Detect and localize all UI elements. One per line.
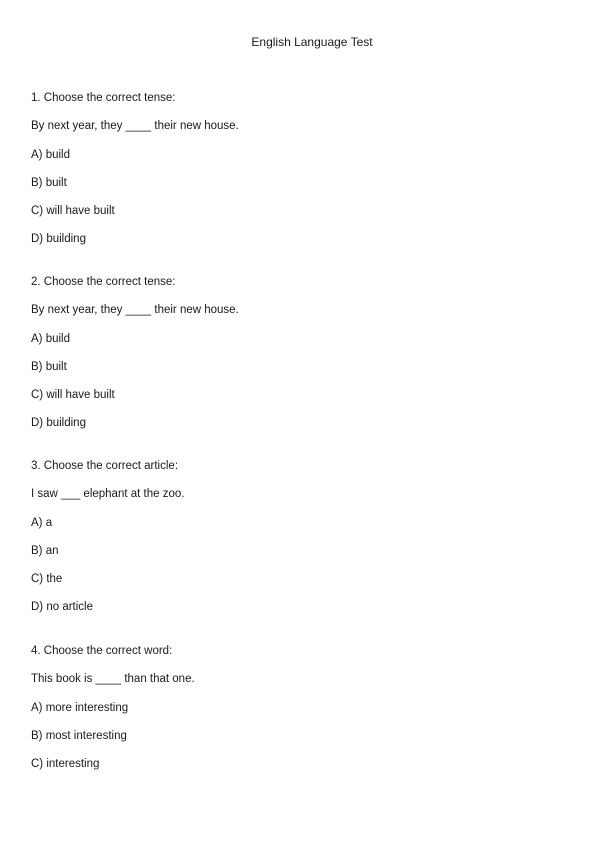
answer-option: A) a bbox=[31, 516, 53, 529]
question-4 bbox=[31, 646, 551, 787]
answer-option: D) no article bbox=[31, 601, 93, 614]
question-2 bbox=[31, 277, 551, 447]
answer-option: A) build bbox=[31, 332, 70, 345]
answer-option: B) most interesting bbox=[31, 729, 127, 742]
answer-option: B) an bbox=[31, 544, 59, 557]
question-1 bbox=[31, 93, 551, 263]
question-prompt: 4. Choose the correct word: bbox=[31, 645, 173, 657]
answer-option: D) building bbox=[31, 233, 86, 246]
answer-option: D) building bbox=[31, 417, 86, 430]
document-title: English Language Test bbox=[251, 35, 373, 49]
question-sentence: By next year, they ____ their new house. bbox=[31, 304, 239, 317]
question-prompt: 1. Choose the correct tense: bbox=[31, 92, 176, 104]
question-sentence: By next year, they ____ their new house. bbox=[31, 120, 239, 133]
question-sentence: This book is ____ than that one. bbox=[31, 673, 195, 686]
answer-option: A) build bbox=[31, 148, 70, 161]
question-prompt: 2. Choose the correct tense: bbox=[31, 276, 176, 288]
question-prompt: 3. Choose the correct article: bbox=[31, 460, 179, 472]
question-3 bbox=[31, 461, 551, 631]
answer-option: C) will have built bbox=[31, 389, 115, 402]
answer-option: C) interesting bbox=[31, 758, 100, 771]
answer-option: C) the bbox=[31, 573, 63, 586]
answer-option: C) will have built bbox=[31, 205, 115, 218]
answer-option: B) built bbox=[31, 360, 67, 373]
answer-option: B) built bbox=[31, 176, 67, 189]
question-sentence: I saw ___ elephant at the zoo. bbox=[31, 488, 185, 501]
answer-option: A) more interesting bbox=[31, 701, 129, 714]
